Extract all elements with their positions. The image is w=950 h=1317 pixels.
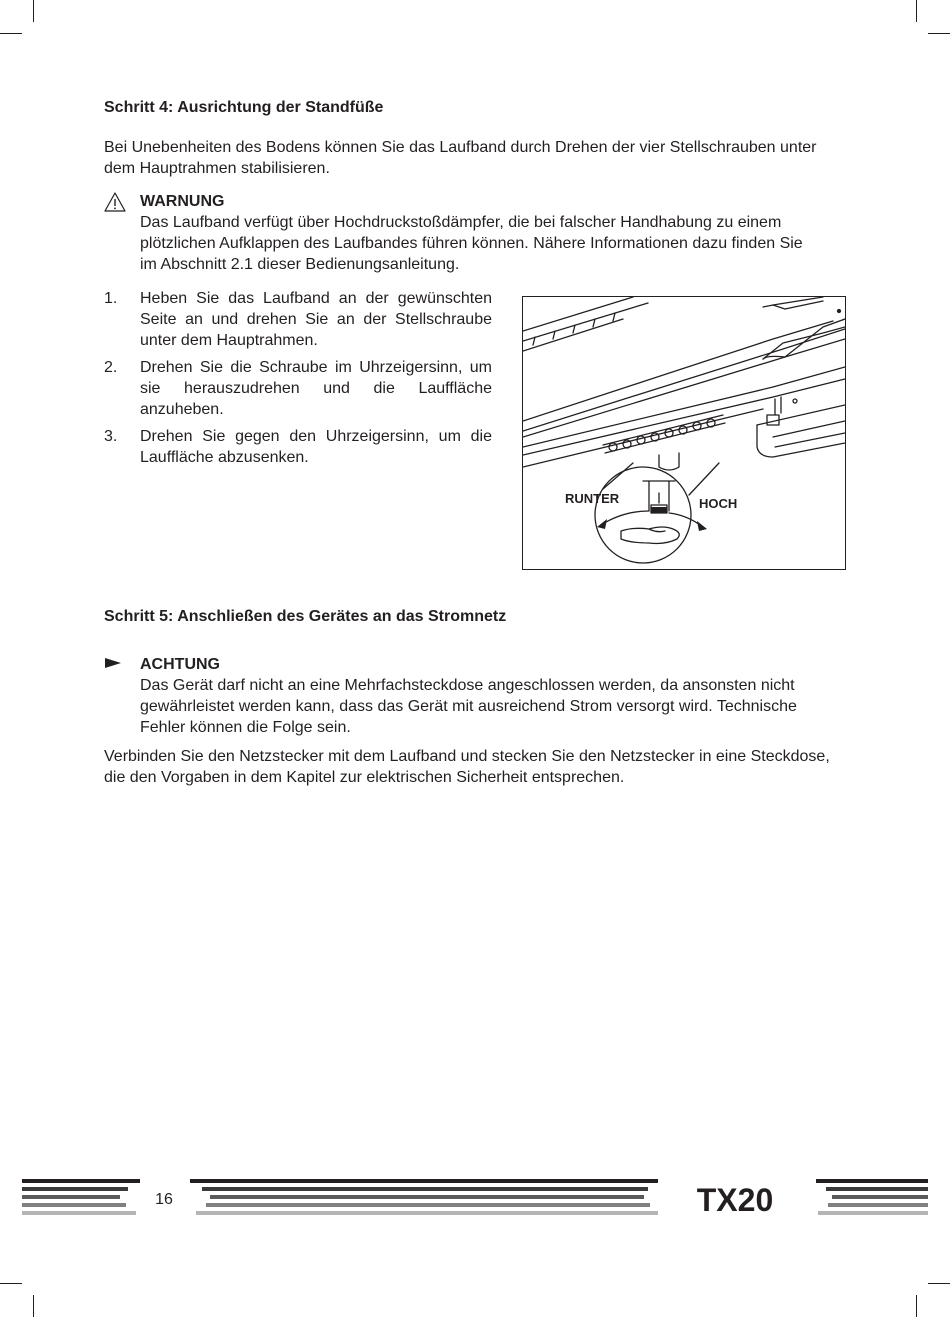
section5-outro-line: Verbinden Sie den Netzstecker mit dem Laufband und stecken Sie den Netzstecker in eine Steckdose, xyxy=(104,748,830,765)
step-number: 3. xyxy=(104,428,118,445)
section4-heading xyxy=(104,97,846,118)
caution-body xyxy=(140,675,846,738)
figure-label-up: HOCH xyxy=(699,496,738,511)
caution-title: ACHTUNG xyxy=(140,656,220,673)
crop-mark-top-left-h xyxy=(0,33,22,34)
warning-notice xyxy=(104,191,846,281)
crop-mark-top-right xyxy=(916,0,917,22)
figure-label-down: RUNTER xyxy=(565,491,620,506)
pointer-arrow-icon xyxy=(104,655,122,676)
caution-line: gewährleistet werden kann, dass das Gerät mit ausreichend Strom versorgt wird. Technische xyxy=(140,698,797,715)
step-list xyxy=(104,288,492,474)
list-item xyxy=(104,426,492,468)
caution-line: Das Gerät darf nicht an eine Mehrfachsteckdose angeschlossen werden, da ansonsten nicht xyxy=(140,677,795,694)
warning-body xyxy=(140,212,846,275)
page-number: 16 xyxy=(155,1191,173,1208)
crop-mark-top-left xyxy=(33,0,34,22)
step-text: Drehen Sie die Schraube im Uhrzeigersinn, um sie herauszudrehen und die Lauffläche anzuheben. xyxy=(140,359,492,418)
section5-outro-line: die den Vorgaben in dem Kapitel zur elektrischen Sicherheit entsprechen. xyxy=(104,769,625,786)
warning-title: WARNUNG xyxy=(140,193,225,210)
section4-intro xyxy=(104,137,846,179)
crop-mark-bottom-right-h xyxy=(928,1283,950,1284)
section5-outro xyxy=(104,746,846,788)
section4-heading-title: Ausrichtung der Standfüße xyxy=(177,99,384,116)
section5-heading-prefix: Schritt 5: xyxy=(104,608,174,625)
section4-intro-line: dem Hauptrahmen stabilisieren. xyxy=(104,160,330,177)
section5-heading-title: Anschließen des Gerätes an das Stromnetz xyxy=(177,608,507,625)
warning-line: Das Laufband verfügt über Hochdruckstoßdämpfer, die bei falscher Handhabung zu einem xyxy=(140,214,782,231)
step-number: 1. xyxy=(104,290,118,307)
illustration-svg xyxy=(523,297,845,569)
list-item xyxy=(104,357,492,420)
crop-mark-top-right-h xyxy=(928,33,950,34)
section4-intro-line: Bei Unebenheiten des Bodens können Sie das Laufband durch Drehen der vier Stellschrauben unter xyxy=(104,139,817,156)
caution-line: Fehler können die Folge sein. xyxy=(140,719,351,736)
list-item xyxy=(104,288,492,351)
caution-notice xyxy=(104,654,846,744)
step-text: Heben Sie das Laufband an der gewünschten Seite an und drehen Sie an der Stellschraube unter dem Hauptrahmen. xyxy=(140,290,492,349)
warning-line: plötzlichen Aufklappen des Laufbandes führen können. Nähere Informationen dazu finden Sie xyxy=(140,235,803,252)
step-text: Drehen Sie gegen den Uhrzeigersinn, um die Lauffläche abzusenken. xyxy=(140,428,492,466)
model-name: TX20 xyxy=(696,1182,774,1218)
step-number: 2. xyxy=(104,359,118,376)
crop-mark-bottom-right xyxy=(916,1295,917,1317)
crop-mark-bottom-left-h xyxy=(0,1283,22,1284)
warning-line: im Abschnitt 2.1 dieser Bedienungsanleitung. xyxy=(140,256,460,273)
crop-mark-bottom-left xyxy=(33,1295,34,1317)
section5-heading xyxy=(104,606,846,627)
section4-heading-prefix: Schritt 4: xyxy=(104,99,174,116)
warning-triangle-icon xyxy=(104,192,126,217)
treadmill-foot-illustration xyxy=(522,296,846,570)
